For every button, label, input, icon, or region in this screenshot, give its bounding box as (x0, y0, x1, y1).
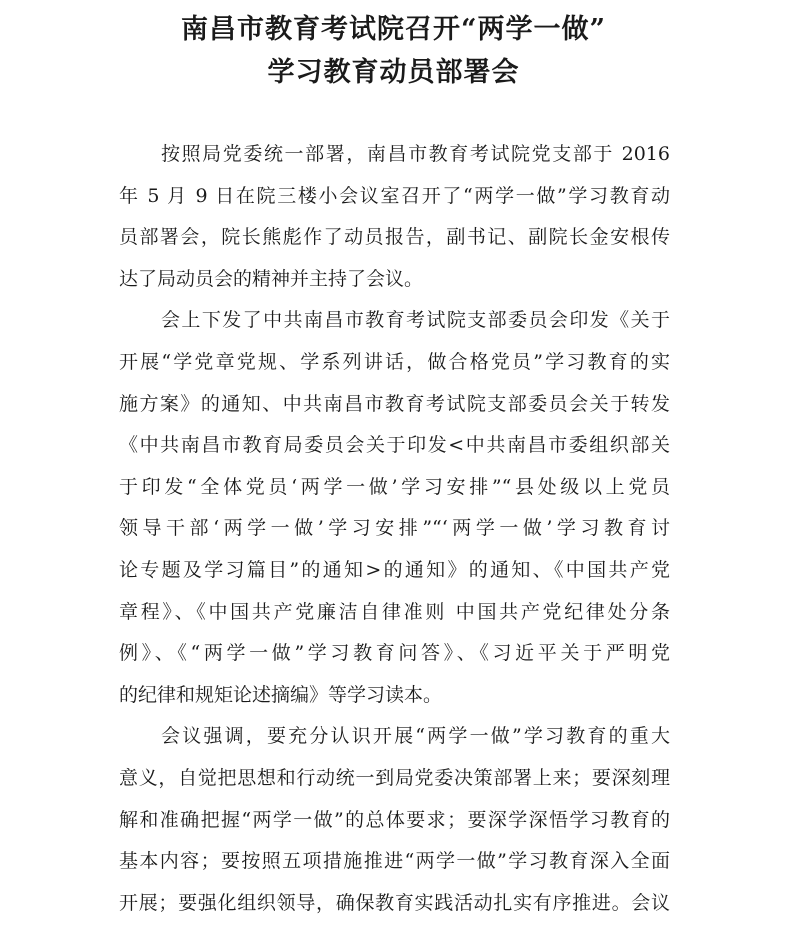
document-body (119, 140, 670, 930)
paragraph-2-line: 《中共南昌市教育局委员会关于印发<中共南昌市委组织部关 (119, 434, 670, 457)
paragraph-1-line: 员部署会，院长熊彪作了动员报告，副书记、副院长金安根传 (119, 226, 670, 249)
paragraph-3-line: 基本内容；要按照五项措施推进“两学一做”学习教育深入全面 (119, 850, 670, 873)
paragraph-2-line: 的纪律和规矩论述摘编》等学习读本。 (119, 683, 443, 706)
paragraph-2-line: 例》、《“两学一做”学习教育问答》、《习近平关于严明党 (119, 642, 670, 665)
paragraph-1-line: 按照局党委统一部署，南昌市教育考试院党支部于 2016 (161, 143, 670, 165)
paragraph-2-line: 开展“学党章党规、学系列讲话，做合格党员”学习教育的实 (119, 350, 670, 373)
paragraph-2-line: 论专题及学习篇目”的通知>的通知》的通知、《中国共产党 (119, 558, 670, 581)
document-title-line-1: 南昌市教育考试院召开“两学一做” (180, 14, 607, 45)
paragraph-3-line: 解和准确把握“两学一做”的总体要求；要深学深悟学习教育的 (119, 808, 670, 831)
document-title-line-2: 学习教育动员部署会 (267, 57, 520, 88)
paragraph-2-line: 章程》、《中国共产党廉洁自律准则 中国共产党纪律处分条 (119, 600, 670, 623)
paragraph-1-line: 达了局动员会的精神并主持了会议。 (119, 267, 424, 290)
paragraph-2-line: 领导干部‘两学一做’学习安排”“‘两学一做’学习教育讨 (119, 517, 670, 540)
paragraph-3-line: 意义，自觉把思想和行动统一到局党委决策部署上来；要深刻理 (119, 766, 670, 789)
paragraph-1-line: 年 5 月 9 日在院三楼小会议室召开了“两学一做”学习教育动 (119, 184, 670, 207)
paragraph-2-line: 于印发“全体党员‘两学一做’学习安排”“县处级以上党员 (119, 475, 670, 498)
paragraph-2-line: 施方案》的通知、中共南昌市教育考试院支部委员会关于转发 (119, 392, 670, 415)
paragraph-3-line: 会议强调，要充分认识开展“两学一做”学习教育的重大 (161, 725, 670, 748)
paragraph-3-line: 开展；要强化组织领导，确保教育实践活动扎实有序推进。会议 (119, 891, 670, 914)
paragraph-2-line: 会上下发了中共南昌市教育考试院支部委员会印发《关于 (161, 309, 670, 332)
